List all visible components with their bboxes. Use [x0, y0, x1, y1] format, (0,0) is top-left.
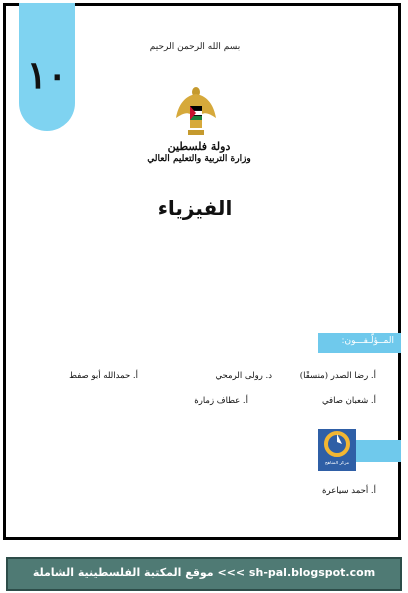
state-name: دولة فلسطين [167, 140, 231, 153]
basmala-text: بسم الله الرحمن الرحيم [149, 42, 241, 52]
author-name: أ. رضا الصدر (منسقًا) [299, 371, 376, 381]
author-name: أ. أحمد سياعرة [322, 486, 376, 496]
grade-number: ١٠ [26, 52, 68, 97]
curriculum-center-logo-icon [318, 429, 356, 461]
author-name: أ. شعبان صافي [321, 396, 376, 406]
author-name: أ. حمدالله أبو صفط [69, 371, 138, 381]
ministry-name: وزارة التربية والتعليم العالي [147, 154, 251, 164]
subject-title: الفيزياء [157, 196, 233, 220]
publisher-logo-caption: مركز المناهج [324, 461, 350, 466]
author-name: د. رولى الرمحي [215, 371, 272, 381]
footer-link-text[interactable]: موقع المكتبة الفلسطينية الشاملة <<< sh-pal.blogspot.com [32, 566, 376, 579]
authors-label: المــؤلّـفـــون: [341, 336, 394, 346]
palestine-eagle-emblem [174, 84, 218, 140]
author-name: أ. عطاف زمارة [194, 396, 248, 406]
